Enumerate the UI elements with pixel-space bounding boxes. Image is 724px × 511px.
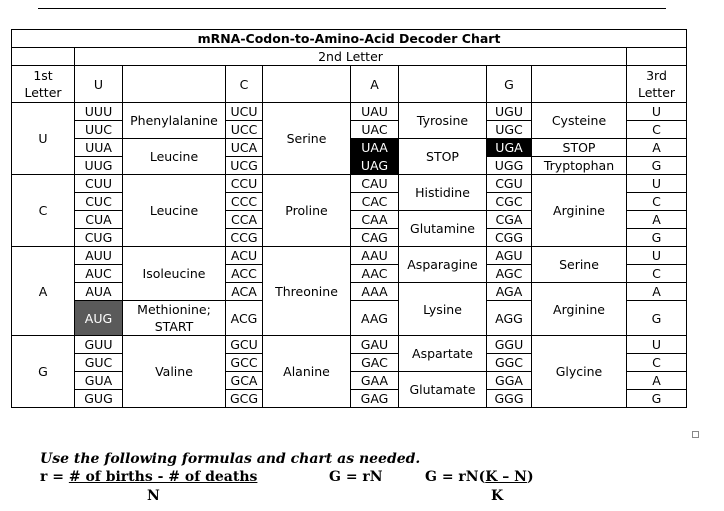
codon-GGA: GGA (487, 372, 532, 390)
codon-UCG: UCG (226, 157, 263, 175)
codon-UUA: UUA (75, 139, 123, 157)
codon-CAG: CAG (351, 229, 399, 247)
codon-GCG: GCG (226, 390, 263, 408)
amino-cysteine: Cysteine (532, 103, 627, 139)
codon-GAC: GAC (351, 354, 399, 372)
formula-g2: G = rN(K – N) (425, 469, 534, 485)
amino-leucine-1: Leucine (123, 139, 226, 175)
codon-AAG: AAG (351, 301, 399, 336)
third-letter-u: U (627, 103, 687, 121)
codon-UCU: UCU (226, 103, 263, 121)
codon-AUC: AUC (75, 265, 123, 283)
codon-AAA: AAA (351, 283, 399, 301)
first-letter-c: C (12, 175, 75, 247)
amino-proline: Proline (263, 175, 351, 247)
codon-GUA: GUA (75, 372, 123, 390)
codon-UUU: UUU (75, 103, 123, 121)
third-letter-g: G (627, 229, 687, 247)
codon-AUU: AUU (75, 247, 123, 265)
codon-GCC: GCC (226, 354, 263, 372)
third-letter-c: C (627, 121, 687, 139)
third-letter-c: C (627, 265, 687, 283)
amino-threonine: Threonine (263, 247, 351, 336)
codon-UGU: UGU (487, 103, 532, 121)
codon-ACG: ACG (226, 301, 263, 336)
codon-UGA: UGA (487, 139, 532, 157)
amino-aspartate: Aspartate (399, 336, 487, 372)
codon-ACU: ACU (226, 247, 263, 265)
amino-serine-1: Serine (263, 103, 351, 175)
chart-title: mRNA-Codon-to-Amino-Acid Decoder Chart (12, 30, 687, 48)
amino-stop-2: STOP (532, 139, 627, 157)
third-letter-u: U (627, 247, 687, 265)
third-letter-header: 3rd Letter (627, 66, 687, 103)
amino-valine: Valine (123, 336, 226, 408)
codon-AGU: AGU (487, 247, 532, 265)
formula-r-denominator: N (147, 488, 160, 504)
codon-GAG: GAG (351, 390, 399, 408)
formula-r-numerator: # of births - # of deaths (68, 469, 258, 485)
formula-g2-underlined: K – N (485, 469, 527, 485)
codon-CGA: CGA (487, 211, 532, 229)
amino-leucine-2: Leucine (123, 175, 226, 247)
codon-GGC: GGC (487, 354, 532, 372)
codon-CGU: CGU (487, 175, 532, 193)
codon-AGA: AGA (487, 283, 532, 301)
codon-CGC: CGC (487, 193, 532, 211)
amino-isoleucine: Isoleucine (123, 247, 226, 301)
codon-CAC: CAC (351, 193, 399, 211)
amino-tryptophan: Tryptophan (532, 157, 627, 175)
codon-CUA: CUA (75, 211, 123, 229)
first-letter-g: G (12, 336, 75, 408)
third-letter-g: G (627, 157, 687, 175)
amino-arginine-2: Arginine (532, 283, 627, 336)
third-letter-a: A (627, 283, 687, 301)
codon-GGU: GGU (487, 336, 532, 354)
codon-AUG: AUG (75, 301, 123, 336)
first-letter-u: U (12, 103, 75, 175)
codon-AAU: AAU (351, 247, 399, 265)
codon-CUC: CUC (75, 193, 123, 211)
amino-alanine: Alanine (263, 336, 351, 408)
codon-UAG: UAG (351, 157, 399, 175)
formula-g1: G = rN (329, 469, 383, 485)
second-letter-a: A (351, 66, 399, 103)
codon-UAA: UAA (351, 139, 399, 157)
formula-r: r = # of births - # of deaths (40, 469, 258, 485)
third-letter-a: A (627, 139, 687, 157)
codon-UCC: UCC (226, 121, 263, 139)
codon-UGG: UGG (487, 157, 532, 175)
amino-glycine: Glycine (532, 336, 627, 408)
codon-CUG: CUG (75, 229, 123, 247)
formulas-intro: Use the following formulas and chart as needed. (40, 451, 421, 467)
third-letter-c: C (627, 193, 687, 211)
third-letter-a: A (627, 211, 687, 229)
codon-CAU: CAU (351, 175, 399, 193)
codon-GAU: GAU (351, 336, 399, 354)
amino-arginine-1: Arginine (532, 175, 627, 247)
third-letter-g: G (627, 390, 687, 408)
third-letter-g: G (627, 301, 687, 336)
amino-phenylalanine: Phenylalanine (123, 103, 226, 139)
amino-stop-1: STOP (399, 139, 487, 175)
third-letter-u: U (627, 175, 687, 193)
codon-UAU: UAU (351, 103, 399, 121)
codon-GAA: GAA (351, 372, 399, 390)
codon-ACC: ACC (226, 265, 263, 283)
top-rule (38, 8, 666, 9)
first-letter-a: A (12, 247, 75, 336)
second-letter-c: C (226, 66, 263, 103)
amino-glutamate: Glutamate (399, 372, 487, 408)
codon-UCA: UCA (226, 139, 263, 157)
third-letter-a: A (627, 372, 687, 390)
second-letter-u: U (75, 66, 123, 103)
codon-CCG: CCG (226, 229, 263, 247)
formula-g2-denominator: K (491, 488, 504, 504)
codon-CAA: CAA (351, 211, 399, 229)
codon-CGG: CGG (487, 229, 532, 247)
codon-AAC: AAC (351, 265, 399, 283)
second-letter-label: 2nd Letter (75, 48, 627, 66)
codon-CCC: CCC (226, 193, 263, 211)
codon-UUG: UUG (75, 157, 123, 175)
codon-UUC: UUC (75, 121, 123, 139)
codon-GCA: GCA (226, 372, 263, 390)
amino-methionine-start: Methionine; START (123, 301, 226, 336)
codon-AGC: AGC (487, 265, 532, 283)
codon-UGC: UGC (487, 121, 532, 139)
third-letter-c: C (627, 354, 687, 372)
first-letter-header: 1st Letter (12, 66, 75, 103)
table-resize-handle[interactable] (692, 431, 699, 438)
codon-AGG: AGG (487, 301, 532, 336)
codon-GUG: GUG (75, 390, 123, 408)
amino-tyrosine: Tyrosine (399, 103, 487, 139)
codon-GGG: GGG (487, 390, 532, 408)
codon-GUU: GUU (75, 336, 123, 354)
codon-GCU: GCU (226, 336, 263, 354)
third-letter-u: U (627, 336, 687, 354)
codon-GUC: GUC (75, 354, 123, 372)
amino-serine-2: Serine (532, 247, 627, 283)
codon-chart (11, 29, 687, 408)
second-letter-g: G (487, 66, 532, 103)
amino-lysine: Lysine (399, 283, 487, 336)
codon-CCA: CCA (226, 211, 263, 229)
codon-CUU: CUU (75, 175, 123, 193)
codon-ACA: ACA (226, 283, 263, 301)
amino-asparagine: Asparagine (399, 247, 487, 283)
codon-UAC: UAC (351, 121, 399, 139)
amino-histidine: Histidine (399, 175, 487, 211)
codon-AUA: AUA (75, 283, 123, 301)
amino-glutamine: Glutamine (399, 211, 487, 247)
codon-CCU: CCU (226, 175, 263, 193)
